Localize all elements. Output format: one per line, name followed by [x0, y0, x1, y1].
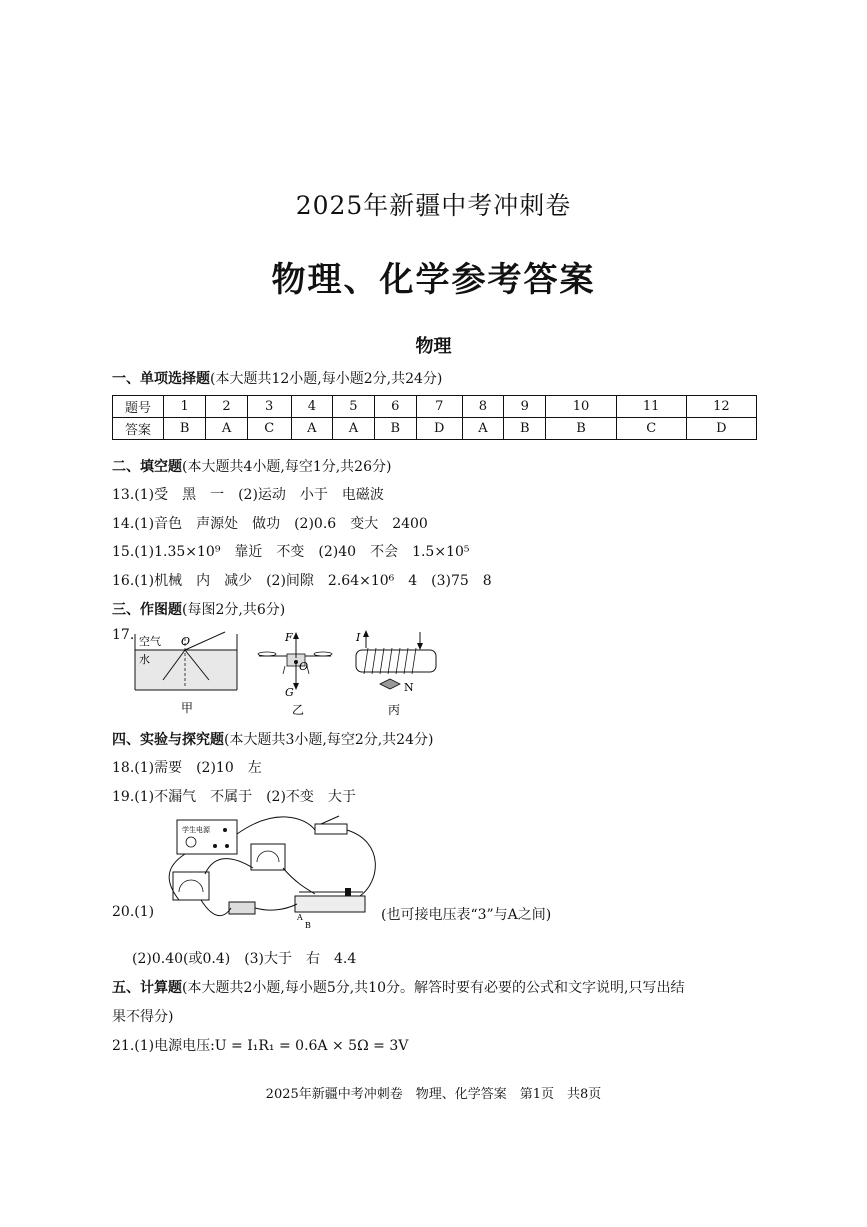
answer-q16: 16.(1)机械 内 减少 (2)间隙 2.64×10⁶ 4 (3)75 8	[112, 573, 492, 589]
table-cell: B	[504, 418, 546, 440]
table-cell: C	[247, 418, 291, 440]
section2-title: 二、填空题	[112, 459, 182, 475]
section3-heading	[112, 599, 285, 619]
row-label-number: 题号	[113, 396, 164, 418]
table-cell: 4	[291, 396, 333, 418]
water-region	[135, 650, 237, 690]
label-water: 水	[139, 653, 150, 666]
table-cell: B	[546, 418, 616, 440]
resistor	[229, 902, 255, 914]
table-row-answers	[113, 418, 757, 440]
section5-note-continued: 果不得分)	[112, 1009, 174, 1025]
answer-q14: 14.(1)音色 声源处 做功 (2)0.6 变大 2400	[112, 516, 428, 532]
answer-q15: 15.(1)1.35×10⁹ 靠近 不变 (2)40 不会 1.5×10⁵	[112, 544, 470, 560]
label-air: 空气	[139, 635, 161, 648]
ammeter	[173, 872, 209, 900]
table-cell: 12	[686, 396, 756, 418]
table-cell: B	[374, 418, 416, 440]
section4-heading	[112, 729, 433, 749]
table-cell: 10	[546, 396, 616, 418]
page-footer: 2025年新疆中考冲刺卷 物理、化学答案 第1页 共8页	[265, 1087, 602, 1102]
caption-bing: 丙	[388, 703, 401, 717]
table-cell: 6	[374, 396, 416, 418]
table-cell: A	[333, 418, 375, 440]
label-b: B	[305, 921, 311, 930]
power-label: 学生电源	[182, 826, 210, 834]
wire	[283, 868, 315, 894]
label-f: F	[285, 631, 293, 644]
section5-heading	[112, 977, 684, 997]
answer-q18: 18.(1)需要 (2)10 左	[112, 760, 262, 776]
section1-title: 一、单项选择题	[112, 371, 210, 387]
label-n: N	[404, 681, 414, 694]
table-cell: 5	[333, 396, 375, 418]
rheostat	[295, 896, 365, 912]
label-i: I	[356, 631, 361, 644]
section3-note: (每图2分,共6分)	[182, 602, 286, 618]
table-cell: 1	[164, 396, 206, 418]
table-cell: 9	[504, 396, 546, 418]
circuit-diagram	[155, 812, 380, 932]
table-row-numbers	[113, 396, 757, 418]
answer-q19: 19.(1)不漏气 不属于 (2)不变 大于	[112, 789, 356, 805]
section5-title: 五、计算题	[112, 980, 182, 996]
section2-note: (本大题共4小题,每空1分,共26分)	[182, 459, 392, 475]
figure-drone-forces	[255, 628, 335, 720]
section1-heading	[112, 368, 442, 388]
answer-q20-note: (也可接电压表“3”与A之间)	[381, 907, 552, 923]
table-cell: A	[462, 418, 504, 440]
table-cell: B	[164, 418, 206, 440]
section3-title: 三、作图题	[112, 602, 182, 618]
voltmeter	[251, 844, 285, 870]
table-cell: D	[416, 418, 462, 440]
caption-jia: 甲	[181, 701, 194, 715]
section4-title: 四、实验与探究题	[112, 732, 224, 748]
label-a: A	[297, 913, 303, 922]
table-cell: A	[291, 418, 333, 440]
wire	[237, 817, 315, 834]
section5-note: (本大题共2小题,每小题5分,共10分。解答时要有必要的公式和文字说明,只写出结	[182, 980, 685, 996]
exam-title: 2025年新疆中考冲刺卷	[295, 191, 572, 220]
wire	[201, 900, 231, 916]
row-label-answer: 答案	[113, 418, 164, 440]
compass-needle	[380, 679, 400, 689]
caption-yi: 乙	[292, 703, 305, 717]
table-cell: A	[206, 418, 248, 440]
answer-table	[112, 395, 757, 440]
label-point-o: O	[181, 635, 191, 648]
rotor-right	[314, 652, 332, 656]
answer-q20-prefix: 20.(1)	[112, 904, 155, 920]
figure-refraction	[133, 628, 243, 720]
section4-note: (本大题共3小题,每空2分,共24分)	[224, 732, 434, 748]
table-cell: 2	[206, 396, 248, 418]
answer-q20-part2: (2)0.40(或0.4) (3)大于 右 4.4	[132, 951, 357, 967]
table-cell: D	[686, 418, 756, 440]
switch	[315, 824, 347, 834]
figure-solenoid	[350, 628, 442, 720]
subject-heading: 物理	[415, 336, 452, 357]
table-cell: 7	[416, 396, 462, 418]
answer-q13: 13.(1)受 黑 一 (2)运动 小于 电磁波	[112, 487, 384, 503]
rotor-left	[258, 652, 276, 656]
wire	[255, 904, 297, 910]
main-title: 物理、化学参考答案	[271, 260, 596, 300]
wire	[205, 859, 253, 874]
answer-q21: 21.(1)电源电压:U = I₁R₁ = 0.6A × 5Ω = 3V	[112, 1038, 409, 1054]
refracted-ray	[185, 632, 225, 650]
section1-note: (本大题共12小题,每小题2分,共24分)	[210, 371, 443, 387]
table-cell: 8	[462, 396, 504, 418]
table-cell: 3	[247, 396, 291, 418]
q17-number: 17.	[112, 627, 135, 643]
wire	[347, 830, 375, 896]
table-cell: C	[616, 418, 686, 440]
solenoid-core	[356, 650, 436, 672]
label-point-o-b: O	[299, 660, 309, 673]
section2-heading	[112, 456, 391, 476]
label-g: G	[285, 686, 294, 699]
table-cell: 11	[616, 396, 686, 418]
